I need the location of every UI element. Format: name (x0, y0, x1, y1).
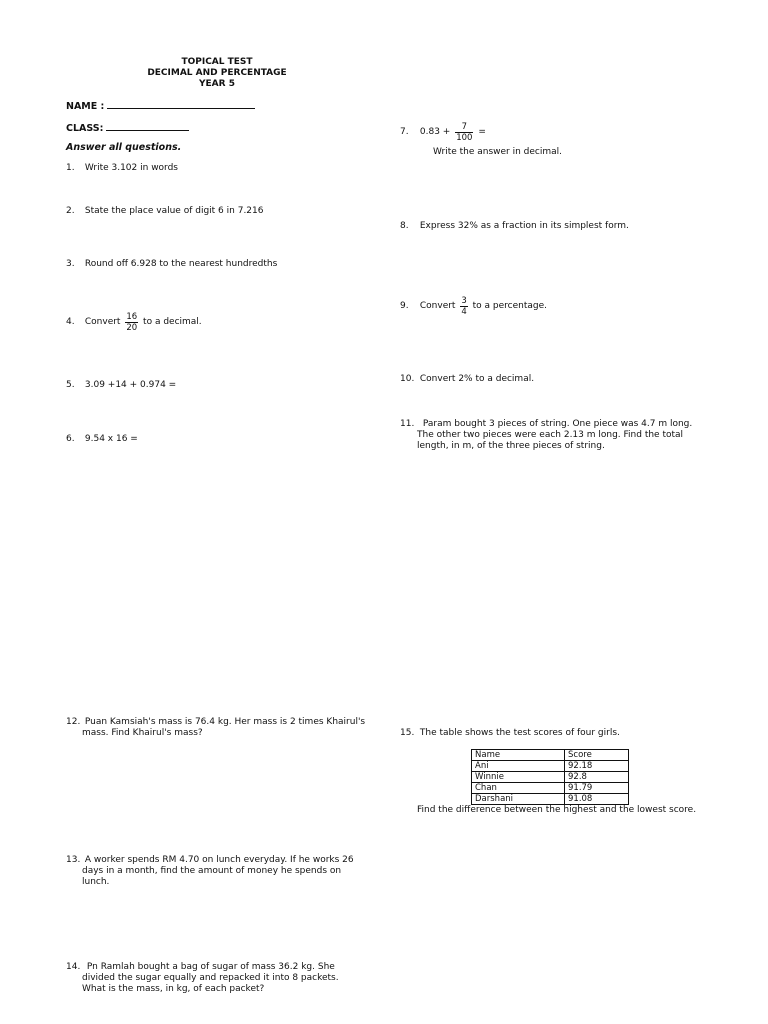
question-text-line2: divided the sugar equally and repacked it into 8 packets. (82, 973, 339, 983)
question-2 (66, 206, 263, 217)
question-number: 10. (400, 374, 415, 384)
question-11 (400, 419, 692, 452)
question-text-line3: length, in m, of the three pieces of string. (417, 441, 605, 451)
question-6 (66, 434, 138, 445)
question-text: Round off 6.928 to the nearest hundredths (84, 259, 278, 269)
question-7-instruction: Write the answer in decimal. (433, 147, 563, 157)
fraction (455, 122, 473, 143)
table-header-row (472, 750, 629, 761)
cell-name: Winnie (472, 772, 565, 783)
table-row (472, 783, 629, 794)
question-text-line3: lunch. (82, 877, 110, 887)
question-text-line2: days in a month, find the amount of money he spends on (82, 866, 342, 876)
question-9 (400, 296, 547, 317)
fraction-numerator: 7 (455, 122, 473, 133)
question-number: 13. (66, 855, 81, 865)
question-number: 7. (400, 127, 409, 137)
question-text-line1: Param bought 3 pieces of string. One piece was 4.7 m long. (422, 419, 693, 429)
question-text-post: to a decimal. (143, 317, 202, 327)
score-table (471, 749, 629, 805)
test-subject: DECIMAL AND PERCENTAGE (147, 68, 287, 78)
fraction-numerator: 16 (126, 312, 138, 322)
question-number: 4. (66, 317, 75, 327)
question-number: 12. (66, 717, 81, 727)
question-number: 8. (400, 221, 409, 231)
question-number: 3. (66, 259, 75, 269)
question-3 (66, 259, 277, 270)
table-row (472, 761, 629, 772)
question-text-pre: Convert (419, 301, 456, 311)
fraction-denominator: 100 (456, 133, 473, 143)
question-number: 9. (400, 301, 409, 311)
question-text-line2: The other two pieces were each 2.13 m long. Find the total (417, 430, 684, 440)
question-15-followup: Find the difference between the highest and the lowest score. (417, 805, 697, 815)
question-14 (66, 962, 339, 995)
header-cell-score: Score (565, 750, 629, 761)
instruction: Answer all questions. (66, 142, 182, 153)
class-field[interactable] (106, 121, 189, 131)
question-text-line2: mass. Find Khairul's mass? (82, 728, 203, 738)
cell-score: 91.79 (565, 783, 629, 794)
question-number: 2. (66, 206, 75, 216)
question-text: Express 32% as a fraction in its simplest form. (419, 221, 629, 231)
fraction-denominator: 4 (461, 307, 467, 317)
question-text: 3.09 +14 + 0.974 = (84, 380, 177, 390)
name-field[interactable] (107, 99, 255, 109)
cell-score: 92.8 (565, 772, 629, 783)
question-text: Convert 2% to a decimal. (419, 374, 535, 384)
question-number: 15. (400, 728, 415, 738)
question-8 (400, 221, 629, 232)
class-row (66, 121, 189, 134)
question-number: 6. (66, 434, 75, 444)
fraction-numerator: 3 (461, 296, 467, 306)
question-number: 1. (66, 163, 75, 173)
header-cell-name: Name (472, 750, 565, 761)
cell-name: Darshani (472, 794, 565, 805)
question-text-line3: What is the mass, in kg, of each packet? (82, 984, 265, 994)
class-label: CLASS: (66, 123, 104, 134)
cell-score: 92.18 (565, 761, 629, 772)
question-number: 5. (66, 380, 75, 390)
question-13 (66, 855, 354, 888)
table-row (472, 772, 629, 783)
question-text-pre: 0.83 + (419, 127, 451, 137)
test-year: YEAR 5 (199, 79, 235, 89)
name-row (66, 99, 255, 112)
cell-name: Ani (472, 761, 565, 772)
question-text: State the place value of digit 6 in 7.216 (84, 206, 264, 216)
name-label: NAME : (66, 101, 105, 112)
test-title: TOPICAL TEST (181, 57, 253, 67)
question-15 (400, 728, 620, 739)
question-text: 9.54 x 16 = (84, 434, 138, 444)
question-4 (66, 312, 202, 333)
question-text-line1: Puan Kamsiah's mass is 76.4 kg. Her mass is 2 times Khairul's (84, 717, 366, 727)
question-number: 14. (66, 962, 81, 972)
question-text: Write 3.102 in words (84, 163, 178, 173)
question-number: 11. (400, 419, 415, 429)
fraction-denominator: 20 (126, 323, 138, 333)
question-1 (66, 163, 178, 174)
fraction (125, 312, 138, 333)
score-table-wrap (471, 749, 629, 805)
question-10 (400, 374, 534, 385)
question-text-line1: A worker spends RM 4.70 on lunch everyday. If he works 26 (84, 855, 354, 865)
cell-name: Chan (472, 783, 565, 794)
question-5 (66, 380, 176, 391)
question-text-post: = (478, 127, 486, 137)
question-text: The table shows the test scores of four girls. (419, 728, 620, 738)
question-text-pre: Convert (84, 317, 121, 327)
question-12 (66, 717, 365, 739)
fraction (460, 296, 467, 317)
question-7 (400, 122, 486, 143)
table-row (472, 794, 629, 805)
cell-score: 91.08 (565, 794, 629, 805)
question-text-post: to a percentage. (472, 301, 548, 311)
question-text-line1: Pn Ramlah bought a bag of sugar of mass 36.2 kg. She (86, 962, 335, 972)
